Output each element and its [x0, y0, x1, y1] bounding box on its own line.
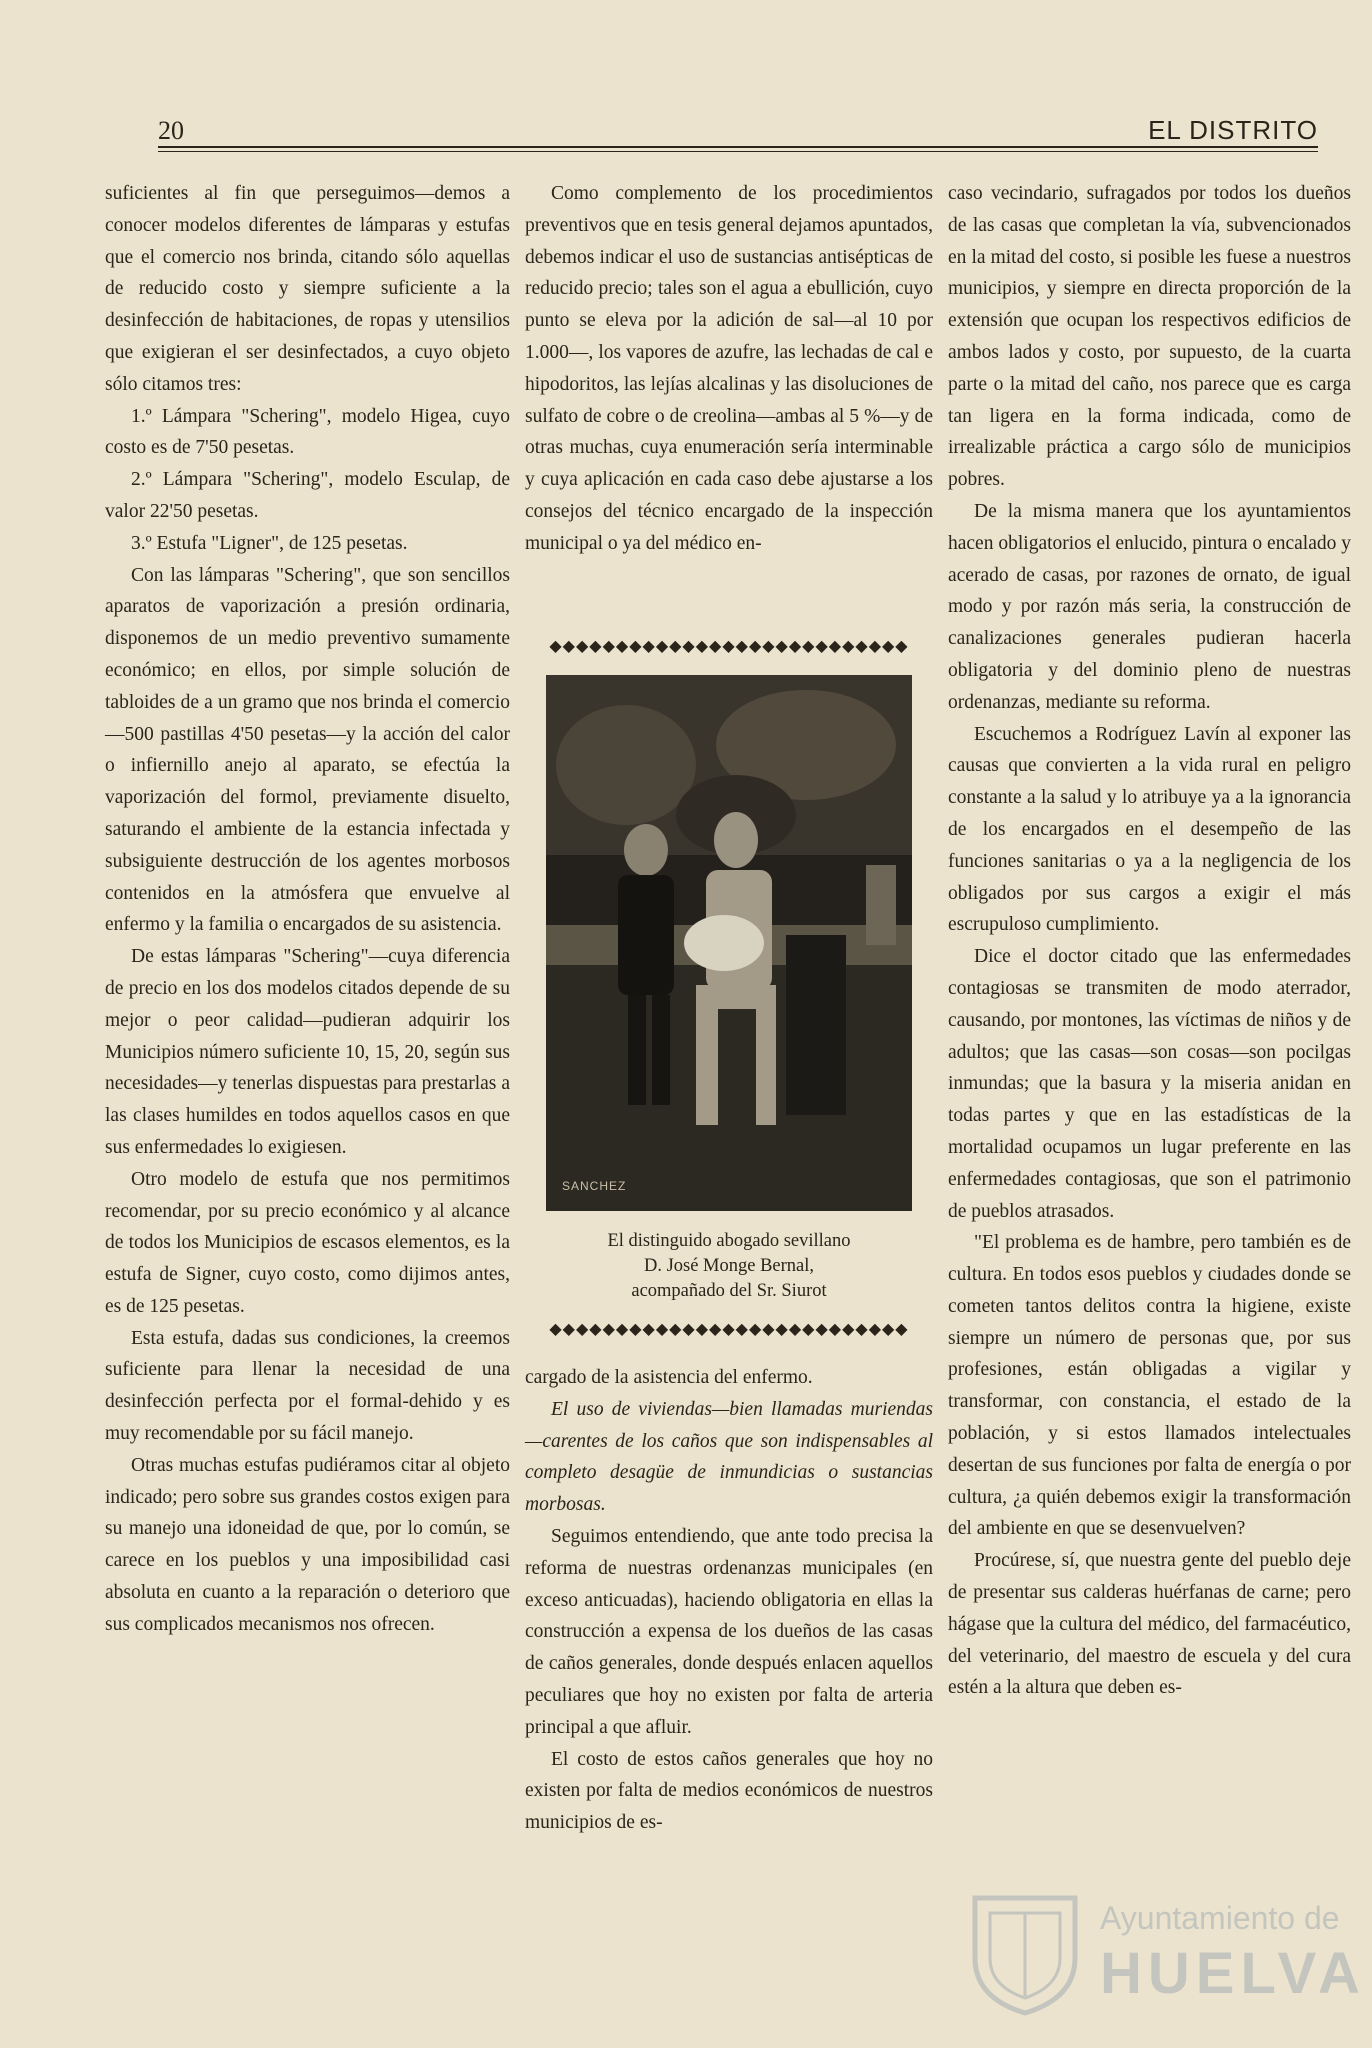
- caption-line: acompañado del Sr. Siurot: [631, 1281, 827, 1301]
- column1-paragraph: Con las lámparas "Schering", que son sencillos aparatos de vaporización a presión ordinaria, disponemos de un medio preventivo sumamente económico; en ellos, por simple solución de tabloides de a un gramo que nos brinda el comercio—500 pastillas 4'50 pesetas—y la acción del calor o infiernillo anejo al aparato, se efectúa la vaporización del formol, previamente disuelto, saturando el ambiente de la estancia infectada y subsiguiente destrucción de los agentes morbosos contenidos en la atmósfera que envuelve al enfermo y la familia o encargados de su asistencia.: [105, 564, 510, 936]
- page-number: 20: [158, 116, 184, 145]
- column1-paragraph: Esta estufa, dadas sus condiciones, la creemos suficiente para llenar la necesidad de una desinfección perfecta por el formal-dehido y es muy recomendable por su fácil manejo.: [105, 1327, 510, 1445]
- column2-paragraph: El costo de estos caños generales que hoy no existen por falta de medios económicos de nuestros municipios de es-: [525, 1748, 933, 1834]
- header-rule-thin: [158, 151, 1318, 152]
- column1-paragraph: suficientes al fin que perseguimos—demos a conocer modelos diferentes de lámparas y estufas que el comercio nos brinda, citando sólo aquellas de reducido costo y siempre suficiente a la desinfección de habitaciones, de ropas y utensilios que exigieran el ser desinfectados, a cuyo objeto sólo citamos tres:: [105, 183, 510, 395]
- column2-italic-paragraph: El uso de viviendas—bien llamadas muriendas—carentes de los caños que son indispensables al completo desagüe de inmundicias o sustancias morbosas.: [525, 1398, 933, 1516]
- column1-list-item: 3.º Estufa "Ligner", de 125 pesetas.: [131, 532, 408, 554]
- caption-line: El distinguido abogado sevillano: [607, 1231, 851, 1251]
- column3-paragraph: De la misma manera que los ayuntamientos hacen obligatorios el enlucido, pintura o encalado y acerado de casas, por razones de ornato, de igual modo y por razón más seria, la construcción de canalizaciones generales pudieran hacerla obligatoria y del dominio pleno de nuestras ordenanzas, mediante su reforma.: [948, 500, 1351, 713]
- column1-paragraph: Otras muchas estufas pudiéramos citar al objeto indicado; pero sobre sus grandes costos exigen para su manejo una idoneidad de que, por lo común, se carece en los pueblos y una imposibilidad casi absoluta en cuanto a la reparación o deterioro que sus complicados mecanismos nos ofrecen.: [105, 1454, 510, 1635]
- column1-paragraph: De estas lámparas "Schering"—cuya diferencia de precio en los dos modelos citados depende de su mejor o peor calidad—pudieran adquirir los Municipios número suficiente 10, 15, 20, según sus necesidades—y tenerlas dispuestas para prestarlas a las clases humildes en todos aquellos casos en que sus enfermedades lo exigiesen.: [105, 946, 510, 1158]
- header-rule: [158, 146, 1318, 148]
- column3-paragraph: "El problema es de hambre, pero también es de cultura. En todos esos pueblos y ciudades donde se cometen tantos delitos contra la higiene, existe siempre un número de personas que, por sus profesiones, están obligadas a vigilar y transformar, con constancia, el estado de la población, y si estos llamados intelectuales desertan de sus funciones por falta de energía o por cultura, ¿a quién debemos exigir la transformación del ambiente en que se desenvuelven?: [948, 1232, 1351, 1540]
- column3-paragraph: caso vecindario, sufragados por todos los dueños de las casas que completan la vía, subvencionados en la mitad del costo, si posible les fuese a nuestros municipios, y siempre en directa proporción de la extensión que ocupan los respectivos edificios de ambos lados y costo, por supuesto, de la cuarta parte o la mitad del caño, nos parece que es carga tan ligera en la forma indicada, como de irrealizable práctica a cargo sólo de municipios pobres.: [948, 183, 1351, 491]
- page-header: [158, 110, 1318, 148]
- column2-bottom-text: [525, 1362, 933, 1839]
- column3-paragraph: Dice el doctor citado que las enfermedades contagiosas se transmiten de modo aterrador, causando, por montones, las víctimas de niños y de adultos; que las casas—son cosas—son pocilgas inmundas; que la basura y la miseria anidan en todas partes y que en las estadísticas de la mortalidad ocupamos un lugar preferente en las enfermedades contagiosas, que son el patrimonio de pueblos atrasados.: [948, 946, 1351, 1222]
- column3-paragraph: Escuchemos a Rodríguez Lavín al exponer las causas que convierten a la vida rural en peligro constante a la salud y lo atribuye ya a la ignorancia de los encargados en el desempeño de las funciones sanitarias o ya a la negligencia de los obligados por sus cargos a exigir el más escrupuloso cumplimiento.: [948, 723, 1351, 936]
- watermark-line2: HUELVA: [1100, 1941, 1366, 2006]
- ornament-divider: ◆◆◆◆◆◆◆◆◆◆◆◆◆◆◆◆◆◆◆◆◆◆◆◆◆◆◆: [549, 1321, 909, 1338]
- ornament-divider: ◆◆◆◆◆◆◆◆◆◆◆◆◆◆◆◆◆◆◆◆◆◆◆◆◆◆◆: [549, 638, 909, 655]
- column1-list-item: 1.º Lámpara "Schering", modelo Higea, cuyo costo es de 7'50 pesetas.: [105, 405, 510, 459]
- archive-watermark: [960, 1888, 1366, 2018]
- caption-line: D. José Monge Bernal,: [643, 1256, 815, 1276]
- column-2: [525, 178, 933, 1839]
- column2-paragraph: Como complemento de los procedimientos preventivos que en tesis general dejamos apuntados, debemos indicar el uso de sustancias antisépticas de reducido precio; tales son el agua a ebullición, cuyo punto se eleva por la adición de sal—al 10 por 1.000—, los vapores de azufre, las lechadas de cal e hipodoritos, las lejías alcalinas y las disoluciones de sulfato de cobre o de creolina—ambas al 5 %—y de otras muchas, cuya enumeración sería interminable y cuya aplicación en cada caso debe ajustarse a los consejos del técnico encargado de la inspección municipal o ya del médico en-: [525, 183, 933, 554]
- column3-paragraph: Procúrese, sí, que nuestra gente del pueblo deje de presentar sus calderas huérfanas de carne; pero hágase que la cultura del médico, del farmacéutico, del veterinario, del maestro de escuela y del cura estén a la altura que deben es-: [948, 1550, 1351, 1699]
- photo-image: [546, 675, 912, 1211]
- column2-top-text: [525, 178, 933, 633]
- shield-icon: [960, 1888, 1090, 2018]
- column2-paragraph: Seguimos entendiendo, que ante todo precisa la reforma de nuestras ordenanzas municipales (en exceso anticuadas), haciendo obligatoria en ellas la construcción a expensa de los dueños de las casas de caños generales, donde después enlacen aquellos peculiares que hoy no existen por falta de arteria principal a que afluir.: [525, 1525, 933, 1738]
- column1-list-item: 2.º Lámpara "Schering", modelo Esculap, de valor 22'50 pesetas.: [105, 469, 510, 522]
- portrait-photo: [546, 675, 912, 1211]
- photo-caption: [525, 1229, 933, 1304]
- column1-paragraph: Otro modelo de estufa que nos permitimos recomendar, por su precio económico y al alcance de todos los Municipios de escasos elementos, es la estufa de Signer, cuyo costo, como dijimos antes, es de 125 pesetas.: [105, 1168, 510, 1317]
- column-1: [105, 178, 510, 1641]
- photo-credit: SANCHEZ: [562, 1179, 627, 1194]
- watermark-line1: Ayuntamiento de: [1100, 1900, 1340, 1936]
- journal-title: EL DISTRITO: [1148, 115, 1318, 145]
- column-3: [948, 178, 1351, 1704]
- column2-paragraph: cargado de la asistencia del enfermo.: [525, 1367, 813, 1388]
